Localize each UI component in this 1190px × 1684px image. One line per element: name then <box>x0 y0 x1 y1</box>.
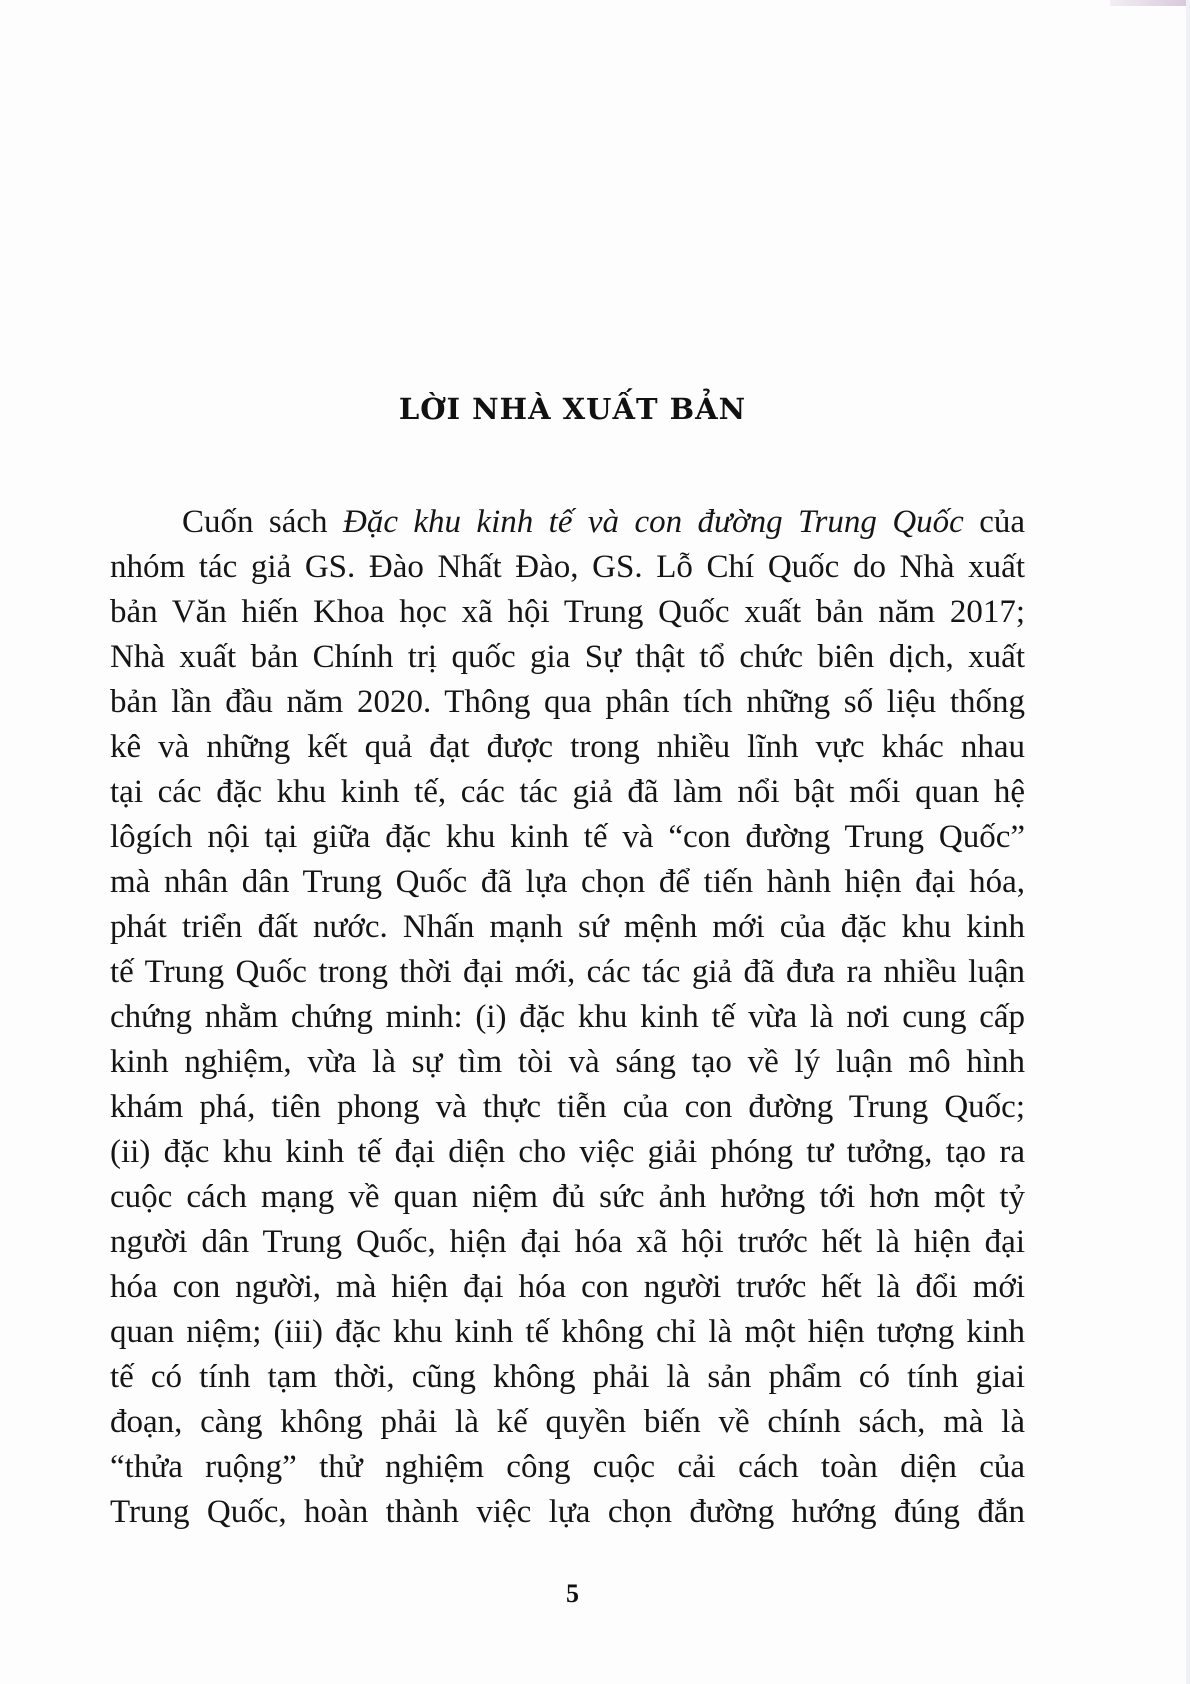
paragraph-line: cuộc cách mạng về quan niệm đủ sức ảnh hưởng tới hơn một tỷ <box>110 1179 1025 1215</box>
paragraph-line: tại các đặc khu kinh tế, các tác giả đã làm nổi bật mối quan hệ <box>110 774 1025 810</box>
line-1-lead: Cuốn sách <box>182 504 343 540</box>
body-paragraph <box>110 500 1025 1535</box>
paragraph-line: bản Văn hiến Khoa học xã hội Trung Quốc xuất bản năm 2017; <box>110 594 1025 630</box>
book-title: Đặc khu kinh tế và con đường Trung Quốc <box>342 504 964 540</box>
paragraph-line: “thửa ruộng” thử nghiệm công cuộc cải cách toàn diện của <box>110 1449 1025 1485</box>
paragraph-line: người dân Trung Quốc, hiện đại hóa xã hội trước hết là hiện đại <box>110 1224 1025 1260</box>
paragraph-line: lôgích nội tại giữa đặc khu kinh tế và “con đường Trung Quốc” <box>110 819 1025 855</box>
page-edge-right <box>1186 0 1190 1684</box>
paragraph-line: tế Trung Quốc trong thời đại mới, các tác giả đã đưa ra nhiều luận <box>110 954 1025 990</box>
paragraph-line: hóa con người, mà hiện đại hóa con người trước hết là đổi mới <box>110 1269 1025 1305</box>
paragraph-line: Trung Quốc, hoàn thành việc lựa chọn đường hướng đúng đắn <box>110 1494 1025 1530</box>
line-1-tail: của <box>963 504 1026 540</box>
paragraph-line: phát triển đất nước. Nhấn mạnh sứ mệnh mới của đặc khu kinh <box>110 909 1025 945</box>
paragraph-line: khám phá, tiên phong và thực tiễn của con đường Trung Quốc; <box>110 1089 1025 1125</box>
paragraph-line-1 <box>110 500 1025 545</box>
paragraph-line: đoạn, càng không phải là kế quyền biến về chính sách, mà là <box>110 1404 1025 1440</box>
paragraph-line: Nhà xuất bản Chính trị quốc gia Sự thật tổ chức biên dịch, xuất <box>110 639 1025 675</box>
paragraph-line: quan niệm; (iii) đặc khu kinh tế không chỉ là một hiện tượng kinh <box>110 1314 1025 1350</box>
paragraph-line: mà nhân dân Trung Quốc đã lựa chọn để tiến hành hiện đại hóa, <box>110 864 1025 900</box>
page-number: 5 <box>566 1579 579 1608</box>
paragraph-line: chứng nhằm chứng minh: (i) đặc khu kinh tế vừa là nơi cung cấp <box>110 999 1025 1035</box>
paragraph-line: kinh nghiệm, vừa là sự tìm tòi và sáng tạo về lý luận mô hình <box>110 1044 1025 1080</box>
paragraph-line: (ii) đặc khu kinh tế đại diện cho việc giải phóng tư tưởng, tạo ra <box>110 1134 1025 1170</box>
paragraph-line: kê và những kết quả đạt được trong nhiều lĩnh vực khác nhau <box>110 729 1025 765</box>
page-heading: LỜI NHÀ XUẤT BẢN <box>398 392 747 426</box>
paragraph-line: nhóm tác giả GS. Đào Nhất Đào, GS. Lỗ Chí Quốc do Nhà xuất <box>110 549 1025 585</box>
page-edge-top <box>1110 0 1190 6</box>
paragraph-line: bản lần đầu năm 2020. Thông qua phân tích những số liệu thống <box>110 684 1025 720</box>
paragraph-line: tế có tính tạm thời, cũng không phải là sản phẩm có tính giai <box>110 1359 1025 1395</box>
